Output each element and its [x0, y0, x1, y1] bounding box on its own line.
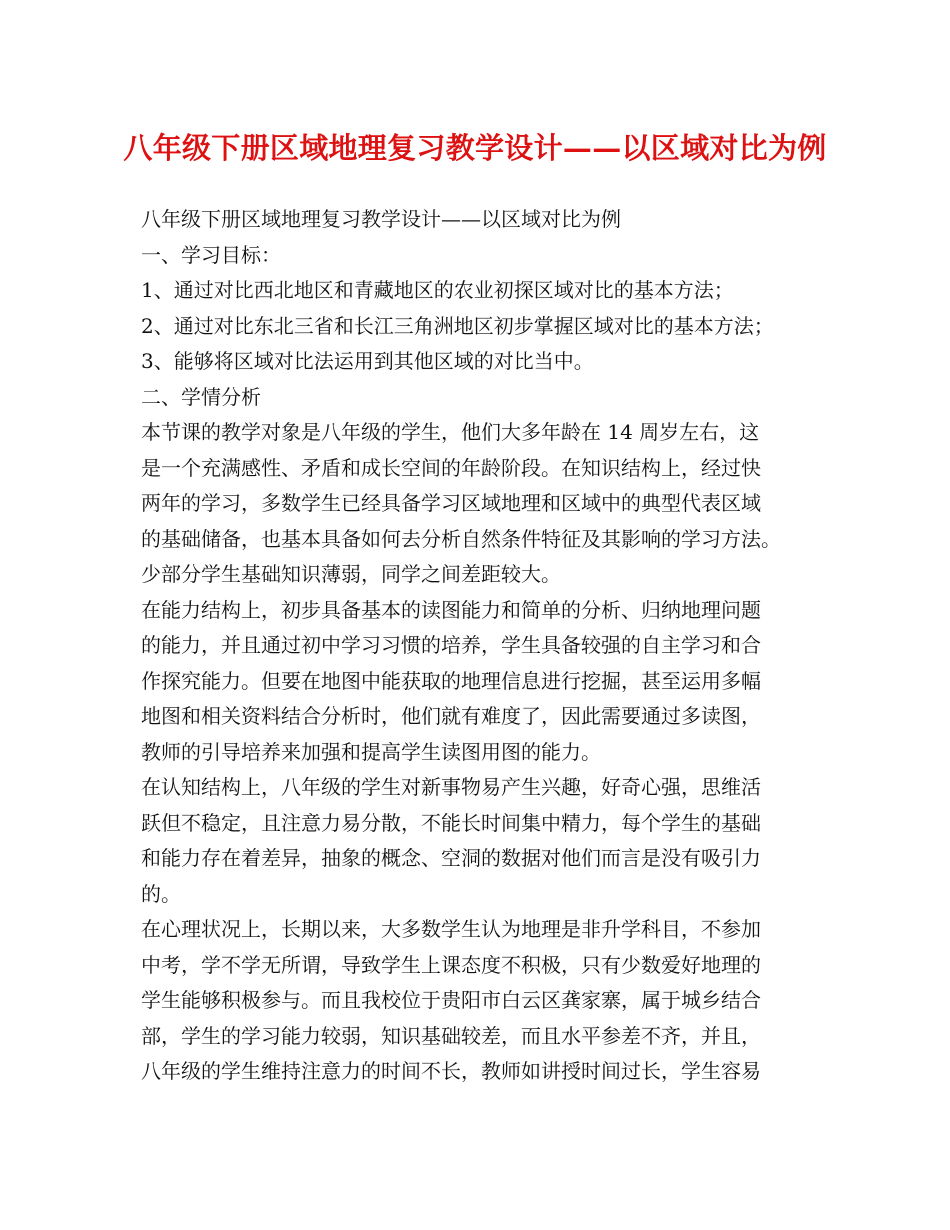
- section-heading-goals: 一、学习目标：: [141, 242, 281, 267]
- body-line: 本节课的教学对象是八年级的学生，他们大多年龄在 14 周岁左右，这: [141, 420, 760, 444]
- body-line: 的能力，并且通过初中学习习惯的培养，学生具备较强的自主学习和合: [141, 633, 761, 657]
- body-line: 在认知结构上，八年级的学生对新事物易产生兴趣，好奇心强，思维活: [141, 775, 761, 799]
- body-line: 在心理状况上，长期以来，大多数学生认为地理是非升学科目，不参加: [141, 917, 761, 941]
- body-line: 的基础储备，也基本具备如何去分析自然条件特征及其影响的学习方法。: [141, 526, 781, 551]
- body-line: 八年级下册区域地理复习教学设计——以区域对比为例: [141, 207, 621, 231]
- body-line: 部，学生的学习能力较弱，知识基础较差，而且水平参差不齐，并且，: [141, 1023, 761, 1048]
- body-line: 教师的引导培养来加强和提高学生读图用图的能力。: [141, 739, 601, 764]
- body-line: 作探究能力。但要在地图中能获取的地理信息进行挖掘，甚至运用多幅: [141, 668, 761, 693]
- goal-item: 1、通过对比西北地区和青藏地区的农业初探区域对比的基本方法；: [141, 278, 734, 302]
- body-line: 八年级的学生维持注意力的时间不长，教师如讲授时间过长，学生容易: [141, 1059, 761, 1083]
- goal-item: 3、能够将区域对比法运用到其他区域的对比当中。: [141, 349, 594, 373]
- body-line: 在能力结构上，初步具备基本的读图能力和简单的分析、归纳地理问题: [141, 597, 761, 622]
- body-line: 两年的学习，多数学生已经具备学习区域地理和区域中的典型代表区域: [141, 491, 761, 515]
- document-title: 八年级下册区域地理复习教学设计——以区域对比为例: [123, 131, 827, 165]
- body-line: 的。: [141, 881, 181, 906]
- body-line: 学生能够积极参与。而且我校位于贵阳市白云区龚家寨，属于城乡结合: [141, 988, 761, 1012]
- body-line: 少部分学生基础知识薄弱，同学之间差距较大。: [141, 562, 561, 586]
- body-line: 地图和相关资料结合分析时，他们就有难度了，因此需要通过多读图，: [141, 704, 761, 728]
- goal-item: 2、通过对比东北三省和长江三角洲地区初步掌握区域对比的基本方法；: [141, 313, 774, 338]
- body-line: 和能力存在着差异，抽象的概念、空洞的数据对他们而言是没有吸引力: [141, 846, 761, 870]
- body-line: 中考，学不学无所谓，导致学生上课态度不积极，只有少数爱好地理的: [141, 952, 761, 977]
- body-line: 是一个充满感性、矛盾和成长空间的年龄阶段。在知识结构上，经过快: [141, 455, 761, 480]
- body-line: 跃但不稳定，且注意力易分散，不能长时间集中精力，每个学生的基础: [141, 810, 761, 835]
- document-body: [141, 202, 821, 1090]
- section-heading-analysis: 二、学情分析: [141, 384, 261, 409]
